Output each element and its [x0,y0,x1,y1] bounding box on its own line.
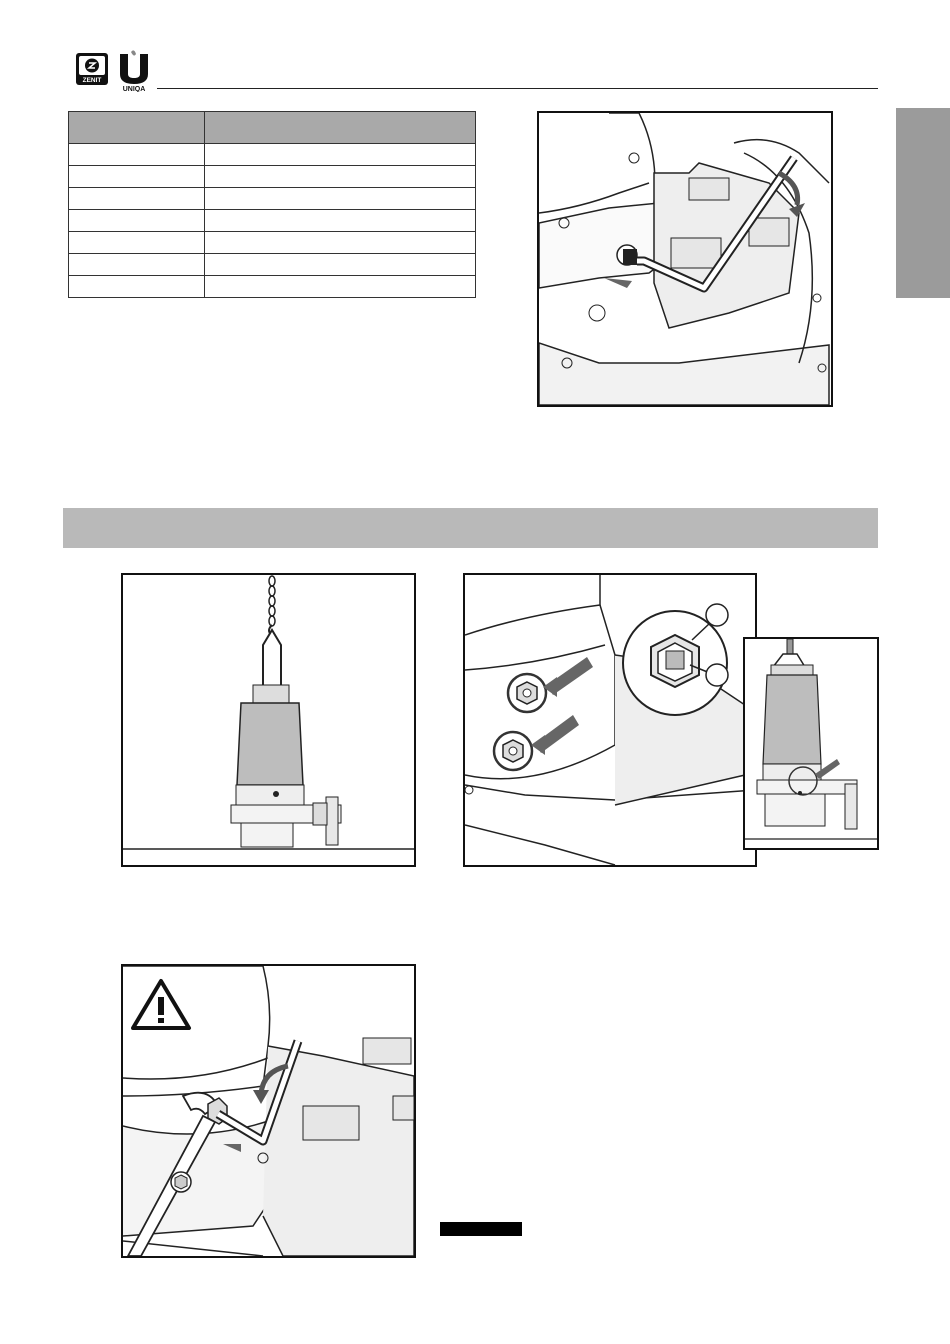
table-cell [69,188,205,210]
uniqa-logo [114,48,154,92]
figure-warning-wrench [121,964,416,1258]
table-cell [205,166,476,188]
table-cell [69,254,205,276]
highlight-label [440,1222,522,1236]
spec-table [68,111,476,298]
table-row [69,188,476,210]
table-cell [205,144,476,166]
table-cell [69,276,205,298]
section-title-bar [63,508,878,548]
zenit-logo-text: ZENIT [82,77,102,84]
figure-inset-pump [743,637,879,850]
table-row [69,276,476,298]
table-cell [205,254,476,276]
table-cell [205,276,476,298]
figure-pump-lifting [121,573,416,867]
header-rule [157,88,878,89]
table-cell [69,232,205,254]
table-cell [205,210,476,232]
table-cell [69,144,205,166]
lifting-chain-icon [269,576,275,635]
table-row [69,166,476,188]
table-cell [69,166,205,188]
zenit-logo [75,52,109,86]
table-cell [69,210,205,232]
table-header-row [69,112,476,144]
table-row [69,254,476,276]
side-tab [896,108,950,298]
table-header-cell [69,112,205,144]
uniqa-logo-text: UNIQA [122,86,146,92]
table-row [69,210,476,232]
figure-oil-plugs [463,573,757,867]
table-row [69,232,476,254]
table-row [69,144,476,166]
table-cell [205,188,476,210]
table-cell [205,232,476,254]
table-header-cell [205,112,476,144]
figure-hex-key-plug [537,111,833,407]
